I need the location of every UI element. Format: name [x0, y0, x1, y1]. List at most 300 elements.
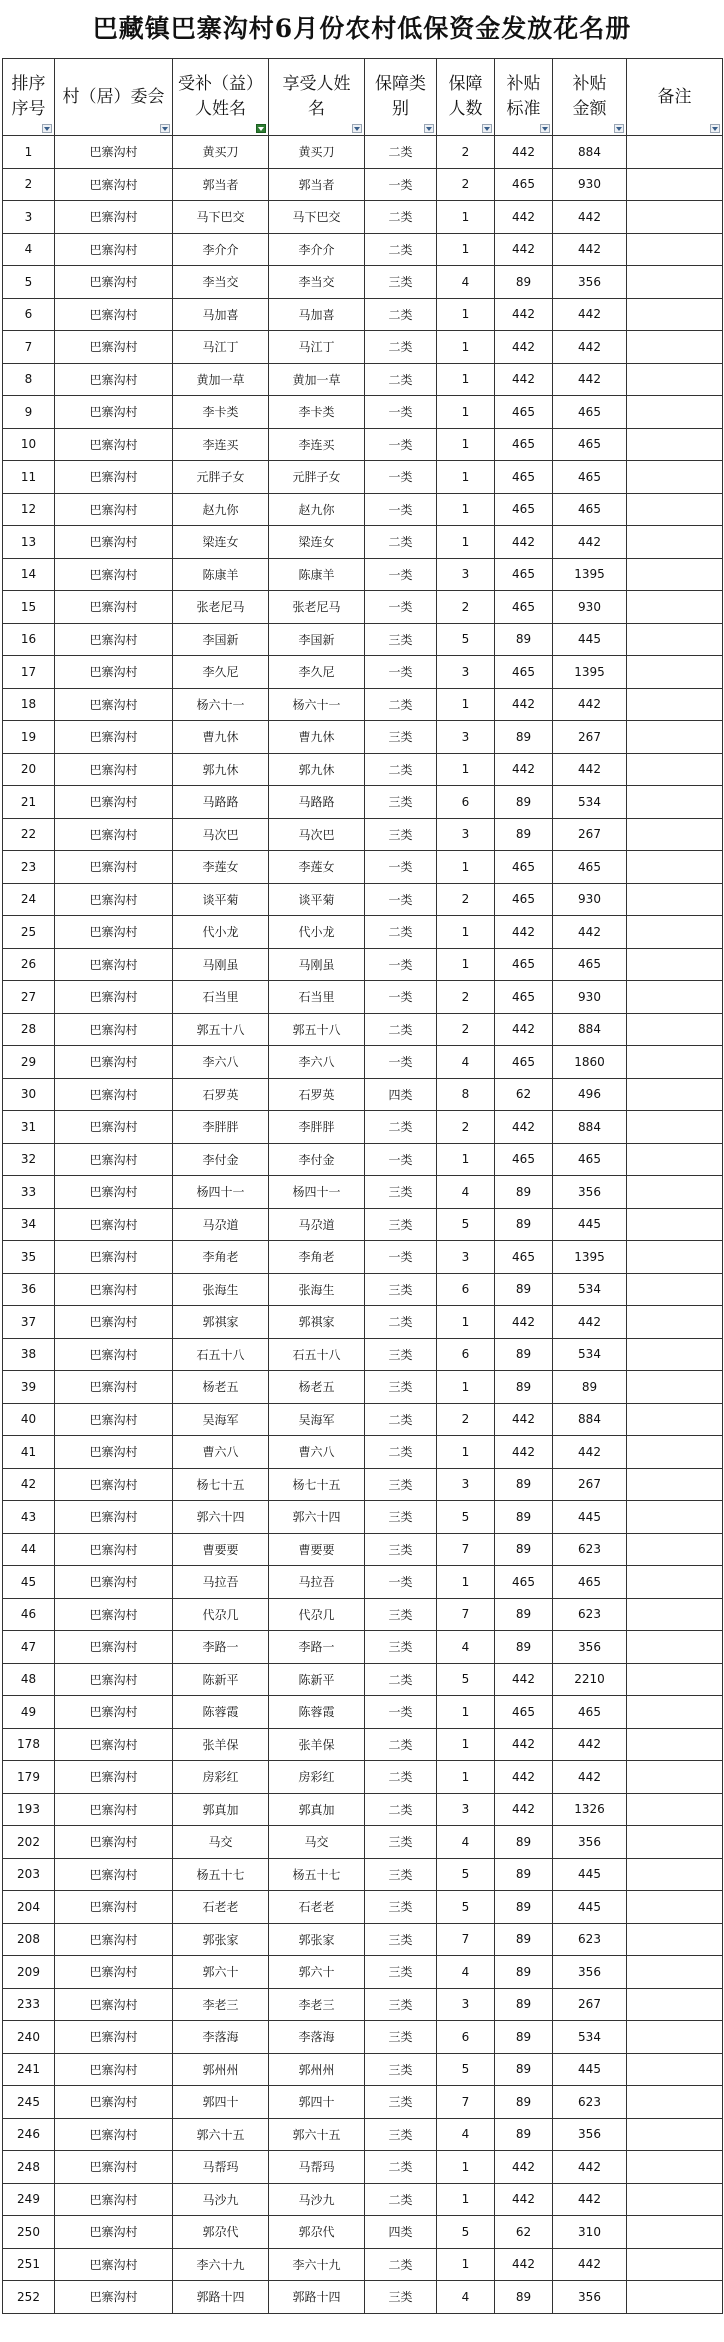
- cell-sort-number: 24: [3, 883, 55, 916]
- table-row: [3, 1078, 723, 1111]
- table-row: [3, 2118, 723, 2151]
- cell-sort-number: 49: [3, 1696, 55, 1729]
- cell-covered-persons: 1: [437, 298, 495, 331]
- cell-subsidy-amount: 465: [553, 1566, 627, 1599]
- cell-covered-persons: 1: [437, 753, 495, 786]
- cell-subsidy-amount: 445: [553, 1891, 627, 1924]
- cell-remarks: [627, 818, 723, 851]
- cell-remarks: [627, 1663, 723, 1696]
- table-row: [3, 2183, 723, 2216]
- cell-sort-number: 45: [3, 1566, 55, 1599]
- filter-dropdown-icon[interactable]: [710, 124, 720, 133]
- cell-recipient-name: 马尕道: [173, 1208, 269, 1241]
- cell-sort-number: 4: [3, 233, 55, 266]
- cell-subsidy-amount: 442: [553, 916, 627, 949]
- cell-category: 二类: [365, 1111, 437, 1144]
- cell-recipient-name: 李六八: [173, 1046, 269, 1079]
- cell-subsidy-amount: 1326: [553, 1793, 627, 1826]
- cell-recipient-name: 赵九你: [173, 493, 269, 526]
- cell-covered-persons: 3: [437, 1793, 495, 1826]
- cell-village-committee: 巴寨沟村: [55, 948, 173, 981]
- cell-subsidy-amount: 930: [553, 591, 627, 624]
- cell-subsidy-standard: 465: [495, 558, 553, 591]
- cell-remarks: [627, 2086, 723, 2119]
- cell-sort-number: 38: [3, 1338, 55, 1371]
- cell-subsidy-standard: 89: [495, 1923, 553, 1956]
- cell-recipient-name: 代小龙: [173, 916, 269, 949]
- cell-subsidy-standard: 89: [495, 1826, 553, 1859]
- cell-village-committee: 巴寨沟村: [55, 558, 173, 591]
- cell-recipient-name: 杨七十五: [173, 1468, 269, 1501]
- cell-recipient-name: 郭六十五: [173, 2118, 269, 2151]
- cell-category: 二类: [365, 1761, 437, 1794]
- cell-covered-persons: 2: [437, 1403, 495, 1436]
- table-row: [3, 526, 723, 559]
- cell-recipient-name: 郭六十: [173, 1956, 269, 1989]
- cell-covered-persons: 5: [437, 2053, 495, 2086]
- cell-category: 三类: [365, 721, 437, 754]
- cell-subsidy-amount: 442: [553, 298, 627, 331]
- cell-sort-number: 8: [3, 363, 55, 396]
- cell-covered-persons: 7: [437, 1923, 495, 1956]
- cell-covered-persons: 2: [437, 981, 495, 1014]
- cell-category: 一类: [365, 1241, 437, 1274]
- cell-covered-persons: 5: [437, 1858, 495, 1891]
- cell-subsidy-standard: 89: [495, 1176, 553, 1209]
- cell-recipient-name: 马沙九: [173, 2183, 269, 2216]
- cell-covered-persons: 3: [437, 818, 495, 851]
- cell-remarks: [627, 396, 723, 429]
- cell-beneficiary-name: 房彩红: [269, 1761, 365, 1794]
- cell-sort-number: 203: [3, 1858, 55, 1891]
- column-header-remarks: [627, 59, 723, 136]
- cell-subsidy-amount: 1395: [553, 558, 627, 591]
- cell-remarks: [627, 948, 723, 981]
- cell-remarks: [627, 721, 723, 754]
- cell-sort-number: 209: [3, 1956, 55, 1989]
- cell-covered-persons: 1: [437, 1371, 495, 1404]
- cell-covered-persons: 1: [437, 331, 495, 364]
- cell-recipient-name: 李莲女: [173, 851, 269, 884]
- cell-sort-number: 23: [3, 851, 55, 884]
- cell-category: 二类: [365, 1403, 437, 1436]
- filter-dropdown-icon[interactable]: [424, 124, 434, 133]
- cell-category: 一类: [365, 1696, 437, 1729]
- cell-recipient-name: 郭祺家: [173, 1306, 269, 1339]
- table-row: [3, 201, 723, 234]
- cell-subsidy-amount: 534: [553, 1338, 627, 1371]
- column-header-label: 享受人姓: [282, 74, 351, 94]
- cell-beneficiary-name: 李角老: [269, 1241, 365, 1274]
- table-row: [3, 1111, 723, 1144]
- cell-covered-persons: 3: [437, 1988, 495, 2021]
- table-row: [3, 233, 723, 266]
- cell-remarks: [627, 526, 723, 559]
- cell-sort-number: 208: [3, 1923, 55, 1956]
- cell-remarks: [627, 1858, 723, 1891]
- cell-category: 四类: [365, 1078, 437, 1111]
- cell-subsidy-standard: 62: [495, 1078, 553, 1111]
- filter-dropdown-icon[interactable]: [352, 124, 362, 133]
- table-row: [3, 558, 723, 591]
- cell-subsidy-amount: 442: [553, 1436, 627, 1469]
- cell-remarks: [627, 2248, 723, 2281]
- cell-remarks: [627, 1988, 723, 2021]
- cell-subsidy-amount: 1860: [553, 1046, 627, 1079]
- cell-village-committee: 巴寨沟村: [55, 1241, 173, 1274]
- cell-recipient-name: 马加喜: [173, 298, 269, 331]
- cell-subsidy-amount: 267: [553, 1988, 627, 2021]
- column-header-subsidy-amount: [553, 59, 627, 136]
- cell-recipient-name: 李六十九: [173, 2248, 269, 2281]
- cell-remarks: [627, 2183, 723, 2216]
- cell-village-committee: 巴寨沟村: [55, 851, 173, 884]
- cell-village-committee: 巴寨沟村: [55, 396, 173, 429]
- cell-subsidy-amount: 356: [553, 2281, 627, 2314]
- cell-category: 二类: [365, 2151, 437, 2184]
- cell-category: 四类: [365, 2216, 437, 2249]
- cell-sort-number: 19: [3, 721, 55, 754]
- cell-sort-number: 204: [3, 1891, 55, 1924]
- cell-village-committee: 巴寨沟村: [55, 1533, 173, 1566]
- cell-village-committee: 巴寨沟村: [55, 1858, 173, 1891]
- cell-subsidy-standard: 442: [495, 753, 553, 786]
- cell-subsidy-amount: 465: [553, 1696, 627, 1729]
- cell-village-committee: 巴寨沟村: [55, 2151, 173, 2184]
- filter-dropdown-icon[interactable]: [614, 124, 624, 133]
- cell-subsidy-amount: 356: [553, 1826, 627, 1859]
- cell-covered-persons: 7: [437, 2086, 495, 2119]
- cell-beneficiary-name: 郭九休: [269, 753, 365, 786]
- cell-sort-number: 7: [3, 331, 55, 364]
- cell-category: 三类: [365, 1533, 437, 1566]
- cell-category: 二类: [365, 1728, 437, 1761]
- cell-recipient-name: 陈康羊: [173, 558, 269, 591]
- cell-subsidy-standard: 442: [495, 2248, 553, 2281]
- cell-subsidy-standard: 465: [495, 1566, 553, 1599]
- cell-village-committee: 巴寨沟村: [55, 623, 173, 656]
- cell-subsidy-amount: 356: [553, 1956, 627, 1989]
- cell-remarks: [627, 2281, 723, 2314]
- cell-recipient-name: 马帮玛: [173, 2151, 269, 2184]
- cell-village-committee: 巴寨沟村: [55, 656, 173, 689]
- table-row: [3, 1891, 723, 1924]
- table-row: [3, 818, 723, 851]
- cell-beneficiary-name: 李六八: [269, 1046, 365, 1079]
- cell-remarks: [627, 786, 723, 819]
- cell-category: 二类: [365, 1663, 437, 1696]
- cell-remarks: [627, 1111, 723, 1144]
- cell-covered-persons: 1: [437, 851, 495, 884]
- cell-remarks: [627, 493, 723, 526]
- cell-category: 二类: [365, 916, 437, 949]
- cell-village-committee: 巴寨沟村: [55, 1273, 173, 1306]
- cell-subsidy-standard: 442: [495, 201, 553, 234]
- cell-subsidy-amount: 356: [553, 1176, 627, 1209]
- column-header-label: 补贴: [506, 74, 541, 94]
- cell-covered-persons: 4: [437, 1046, 495, 1079]
- cell-sort-number: 233: [3, 1988, 55, 2021]
- cell-subsidy-amount: 465: [553, 396, 627, 429]
- cell-covered-persons: 1: [437, 1306, 495, 1339]
- cell-sort-number: 41: [3, 1436, 55, 1469]
- cell-village-committee: 巴寨沟村: [55, 2248, 173, 2281]
- cell-beneficiary-name: 郭六十: [269, 1956, 365, 1989]
- cell-sort-number: 241: [3, 2053, 55, 2086]
- cell-sort-number: 178: [3, 1728, 55, 1761]
- cell-sort-number: 17: [3, 656, 55, 689]
- cell-subsidy-amount: 89: [553, 1371, 627, 1404]
- cell-village-committee: 巴寨沟村: [55, 753, 173, 786]
- table-row: [3, 396, 723, 429]
- filter-dropdown-icon[interactable]: [160, 124, 170, 133]
- table-row: [3, 753, 723, 786]
- column-header-label: 标准: [506, 99, 541, 119]
- table-row: [3, 1436, 723, 1469]
- cell-beneficiary-name: 黄买刀: [269, 136, 365, 169]
- column-header-label: 村（居）委会: [62, 86, 165, 107]
- cell-beneficiary-name: 郭六十四: [269, 1501, 365, 1534]
- cell-remarks: [627, 1696, 723, 1729]
- cell-sort-number: 43: [3, 1501, 55, 1534]
- cell-subsidy-amount: 1395: [553, 1241, 627, 1274]
- cell-recipient-name: 张海生: [173, 1273, 269, 1306]
- cell-category: 三类: [365, 1631, 437, 1664]
- cell-subsidy-standard: 89: [495, 1208, 553, 1241]
- filter-active-icon[interactable]: [256, 124, 266, 133]
- cell-sort-number: 11: [3, 461, 55, 494]
- cell-subsidy-amount: 267: [553, 818, 627, 851]
- table-row: [3, 1273, 723, 1306]
- cell-remarks: [627, 2021, 723, 2054]
- cell-beneficiary-name: 马加喜: [269, 298, 365, 331]
- cell-remarks: [627, 1826, 723, 1859]
- table-row: [3, 1371, 723, 1404]
- cell-covered-persons: 5: [437, 1208, 495, 1241]
- cell-covered-persons: 1: [437, 916, 495, 949]
- cell-village-committee: 巴寨沟村: [55, 1403, 173, 1436]
- cell-recipient-name: 陈蓉霞: [173, 1696, 269, 1729]
- cell-subsidy-standard: 89: [495, 1468, 553, 1501]
- table-row: [3, 1598, 723, 1631]
- cell-subsidy-standard: 89: [495, 623, 553, 656]
- cell-sort-number: 202: [3, 1826, 55, 1859]
- cell-recipient-name: 马交: [173, 1826, 269, 1859]
- cell-beneficiary-name: 马次巴: [269, 818, 365, 851]
- cell-category: 一类: [365, 396, 437, 429]
- cell-subsidy-standard: 465: [495, 1046, 553, 1079]
- table-row: [3, 1338, 723, 1371]
- cell-remarks: [627, 1338, 723, 1371]
- table-row: [3, 1988, 723, 2021]
- cell-covered-persons: 6: [437, 2021, 495, 2054]
- cell-village-committee: 巴寨沟村: [55, 1793, 173, 1826]
- cell-category: 三类: [365, 1956, 437, 1989]
- cell-village-committee: 巴寨沟村: [55, 1078, 173, 1111]
- cell-village-committee: 巴寨沟村: [55, 1728, 173, 1761]
- cell-remarks: [627, 656, 723, 689]
- cell-village-committee: 巴寨沟村: [55, 1111, 173, 1144]
- table-row: [3, 428, 723, 461]
- cell-remarks: [627, 851, 723, 884]
- cell-subsidy-amount: 884: [553, 1403, 627, 1436]
- cell-beneficiary-name: 郭四十: [269, 2086, 365, 2119]
- cell-covered-persons: 1: [437, 1566, 495, 1599]
- cell-beneficiary-name: 郭祺家: [269, 1306, 365, 1339]
- cell-covered-persons: 1: [437, 2248, 495, 2281]
- cell-remarks: [627, 1403, 723, 1436]
- header-row: [3, 59, 723, 136]
- cell-sort-number: 10: [3, 428, 55, 461]
- cell-covered-persons: 1: [437, 2151, 495, 2184]
- cell-recipient-name: 杨六十一: [173, 688, 269, 721]
- cell-category: 一类: [365, 883, 437, 916]
- cell-remarks: [627, 136, 723, 169]
- cell-recipient-name: 陈新平: [173, 1663, 269, 1696]
- cell-village-committee: 巴寨沟村: [55, 428, 173, 461]
- table-row: [3, 851, 723, 884]
- cell-beneficiary-name: 李老三: [269, 1988, 365, 2021]
- column-header-label: 序号: [11, 99, 46, 119]
- cell-village-committee: 巴寨沟村: [55, 1826, 173, 1859]
- column-header-recipient-name: [173, 59, 269, 136]
- cell-covered-persons: 1: [437, 526, 495, 559]
- cell-remarks: [627, 1501, 723, 1534]
- cell-remarks: [627, 1306, 723, 1339]
- column-header-village-committee: [55, 59, 173, 136]
- cell-recipient-name: 杨老五: [173, 1371, 269, 1404]
- cell-sort-number: 25: [3, 916, 55, 949]
- cell-category: 一类: [365, 948, 437, 981]
- cell-recipient-name: 郭六十四: [173, 1501, 269, 1534]
- filter-dropdown-icon[interactable]: [42, 124, 52, 133]
- cell-recipient-name: 石老老: [173, 1891, 269, 1924]
- cell-village-committee: 巴寨沟村: [55, 1566, 173, 1599]
- cell-subsidy-standard: 89: [495, 266, 553, 299]
- cell-category: 二类: [365, 363, 437, 396]
- cell-subsidy-standard: 89: [495, 1533, 553, 1566]
- cell-category: 一类: [365, 1566, 437, 1599]
- cell-recipient-name: 李角老: [173, 1241, 269, 1274]
- cell-subsidy-standard: 442: [495, 1728, 553, 1761]
- table-row: [3, 266, 723, 299]
- cell-remarks: [627, 883, 723, 916]
- filter-dropdown-icon[interactable]: [482, 124, 492, 133]
- cell-subsidy-amount: 310: [553, 2216, 627, 2249]
- column-header-label: 受补（益）: [178, 74, 263, 94]
- cell-category: 一类: [365, 493, 437, 526]
- cell-remarks: [627, 1273, 723, 1306]
- cell-beneficiary-name: 杨七十五: [269, 1468, 365, 1501]
- cell-subsidy-amount: 445: [553, 1858, 627, 1891]
- cell-beneficiary-name: 代尕几: [269, 1598, 365, 1631]
- cell-category: 三类: [365, 786, 437, 819]
- cell-recipient-name: 李路一: [173, 1631, 269, 1664]
- cell-remarks: [627, 688, 723, 721]
- column-header-label: 保障: [448, 74, 483, 94]
- table-row: [3, 461, 723, 494]
- cell-sort-number: 21: [3, 786, 55, 819]
- cell-village-committee: 巴寨沟村: [55, 363, 173, 396]
- cell-covered-persons: 7: [437, 1533, 495, 1566]
- cell-subsidy-amount: 884: [553, 1013, 627, 1046]
- table-row: [3, 2053, 723, 2086]
- cell-category: 二类: [365, 136, 437, 169]
- cell-village-committee: 巴寨沟村: [55, 1891, 173, 1924]
- cell-subsidy-standard: 442: [495, 331, 553, 364]
- cell-recipient-name: 杨五十七: [173, 1858, 269, 1891]
- cell-sort-number: 29: [3, 1046, 55, 1079]
- cell-subsidy-amount: 442: [553, 201, 627, 234]
- cell-category: 三类: [365, 1923, 437, 1956]
- table-row: [3, 1923, 723, 1956]
- cell-beneficiary-name: 李胖胖: [269, 1111, 365, 1144]
- column-header-covered-persons: [437, 59, 495, 136]
- cell-beneficiary-name: 梁连女: [269, 526, 365, 559]
- cell-category: 一类: [365, 1046, 437, 1079]
- table-row: [3, 883, 723, 916]
- table-row: [3, 1208, 723, 1241]
- cell-subsidy-amount: 442: [553, 331, 627, 364]
- cell-remarks: [627, 2216, 723, 2249]
- cell-covered-persons: 1: [437, 201, 495, 234]
- cell-recipient-name: 郭四十: [173, 2086, 269, 2119]
- table-row: [3, 721, 723, 754]
- cell-village-committee: 巴寨沟村: [55, 1436, 173, 1469]
- cell-category: 一类: [365, 461, 437, 494]
- column-header-label: 备注: [657, 86, 692, 107]
- cell-sort-number: 47: [3, 1631, 55, 1664]
- cell-village-committee: 巴寨沟村: [55, 1371, 173, 1404]
- cell-sort-number: 252: [3, 2281, 55, 2314]
- cell-covered-persons: 6: [437, 1273, 495, 1306]
- cell-village-committee: 巴寨沟村: [55, 2021, 173, 2054]
- cell-sort-number: 36: [3, 1273, 55, 1306]
- cell-category: 二类: [365, 233, 437, 266]
- cell-remarks: [627, 1631, 723, 1664]
- cell-village-committee: 巴寨沟村: [55, 688, 173, 721]
- cell-village-committee: 巴寨沟村: [55, 331, 173, 364]
- cell-subsidy-amount: 445: [553, 1501, 627, 1534]
- cell-sort-number: 40: [3, 1403, 55, 1436]
- cell-sort-number: 31: [3, 1111, 55, 1144]
- filter-dropdown-icon[interactable]: [540, 124, 550, 133]
- cell-subsidy-standard: 62: [495, 2216, 553, 2249]
- cell-recipient-name: 马拉吾: [173, 1566, 269, 1599]
- cell-category: 二类: [365, 526, 437, 559]
- cell-subsidy-amount: 534: [553, 2021, 627, 2054]
- cell-recipient-name: 房彩红: [173, 1761, 269, 1794]
- table-row: [3, 981, 723, 1014]
- cell-subsidy-standard: 442: [495, 1436, 553, 1469]
- cell-sort-number: 245: [3, 2086, 55, 2119]
- cell-subsidy-standard: 89: [495, 2118, 553, 2151]
- cell-subsidy-standard: 465: [495, 396, 553, 429]
- table-row: [3, 1826, 723, 1859]
- cell-subsidy-amount: 930: [553, 981, 627, 1014]
- cell-remarks: [627, 1728, 723, 1761]
- cell-sort-number: 251: [3, 2248, 55, 2281]
- cell-village-committee: 巴寨沟村: [55, 1208, 173, 1241]
- cell-recipient-name: 李国新: [173, 623, 269, 656]
- cell-remarks: [627, 1436, 723, 1469]
- cell-recipient-name: 李落海: [173, 2021, 269, 2054]
- cell-subsidy-amount: 534: [553, 1273, 627, 1306]
- column-header-label: 金额: [572, 99, 607, 119]
- cell-recipient-name: 马下巴交: [173, 201, 269, 234]
- cell-beneficiary-name: 李付金: [269, 1143, 365, 1176]
- cell-beneficiary-name: 石当里: [269, 981, 365, 1014]
